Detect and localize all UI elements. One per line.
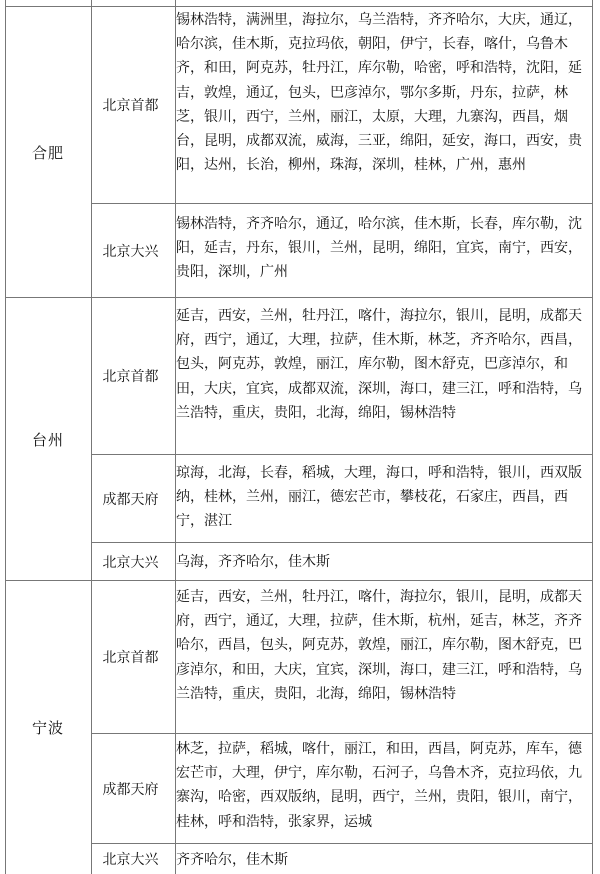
destination-list-cell: 延吉，西安，兰州，牡丹江，喀什，海拉尔，银川，昆明，成都天府，西宁，通辽，大理，拉萨，佳木斯，林芝，齐齐哈尔，西昌，包头，阿克苏，敦煌，丽江，库尔勒，图木舒克，巴彦淖尔，和田，大庆，宜宾，成都双流，深圳，海口，建三江，呼和浩特，乌兰浩特，重庆，贵阳，北海，绵阳，锡林浩特 [176, 308, 582, 421]
hub-airport-cell: 北京首都 [102, 98, 159, 114]
origin-city-cell: 合肥 [31, 143, 64, 162]
hub-airport-cell: 北京首都 [102, 369, 159, 385]
destination-list-cell: 林芝，拉萨，稻城，喀什，丽江，和田，西昌，阿克苏，库车，德宏芒市，大理，伊宁，库尔勒，石河子，乌鲁木齐，克拉玛依，九寨沟，哈密，西双版纳，昆明，西宁，兰州，贵阳，银川，南宁，桂林，呼和浩特，张家界，运城 [176, 741, 582, 830]
origin-city-cell: 台州 [31, 430, 64, 449]
hub-airport-cell: 北京大兴 [102, 243, 159, 260]
hub-airport-cell: 北京大兴 [102, 554, 159, 571]
hub-airport-cell: 成都天府 [102, 491, 159, 508]
destination-list-cell: 琼海，北海，长春，稻城，大理，海口，呼和浩特，银川，西双版纳，桂林，兰州，丽江，德宏芒市，攀枝花，石家庄，西昌，西宁，湛江 [176, 465, 582, 530]
destination-list-cell: 乌海，齐齐哈尔，佳木斯 [176, 554, 330, 570]
hub-airport-cell: 成都天府 [102, 781, 159, 798]
destination-list-cell: 齐齐哈尔，佳木斯 [176, 852, 288, 868]
destination-list-cell: 锡林浩特，满洲里，海拉尔，乌兰浩特，齐齐哈尔，大庆，通辽，哈尔滨，佳木斯，克拉玛依，朝阳，伊宁，长春，喀什，乌鲁木齐，和田，阿克苏，牡丹江，库尔勒，哈密，呼和浩特，沈阳，延吉，敦煌，通辽，包头，巴彦淖尔，鄂尔多斯，丹东，拉萨，林芝，银川，西宁，兰州，丽江，太原，大理，九寨沟，西昌，烟台，昆明，成都双流，威海，三亚，绵阳，延安，海口，西安，贵阳，达州，长治，柳州，珠海，深圳，桂林，广州，惠州 [176, 12, 582, 174]
hub-airport-cell: 北京首都 [102, 650, 159, 666]
destination-list-cell: 延吉，西安，兰州，牡丹江，喀什，海拉尔，银川，昆明，成都天府，西宁，通辽，大理，拉萨，佳木斯，杭州，延吉，林芝，齐齐哈尔，西昌，包头，阿克苏，敦煌，丽江，库尔勒，图木舒克，巴彦淖尔，和田，大庆，宜宾，深圳，海口，建三江，呼和浩特，乌兰浩特，重庆，贵阳，北海，绵阳，锡林浩特 [176, 589, 582, 702]
route-table [5, 0, 593, 874]
origin-city-cell: 宁波 [31, 719, 64, 737]
destination-list-cell: 锡林浩特，齐齐哈尔，通辽，哈尔滨，佳木斯，长春，库尔勒，沈阳，延吉，丹东，银川，兰州，昆明，绵阳，宜宾，南宁，西安，贵阳，深圳，广州 [176, 216, 582, 281]
table-border-right [592, 0, 593, 874]
hub-airport-cell: 北京大兴 [102, 852, 159, 868]
